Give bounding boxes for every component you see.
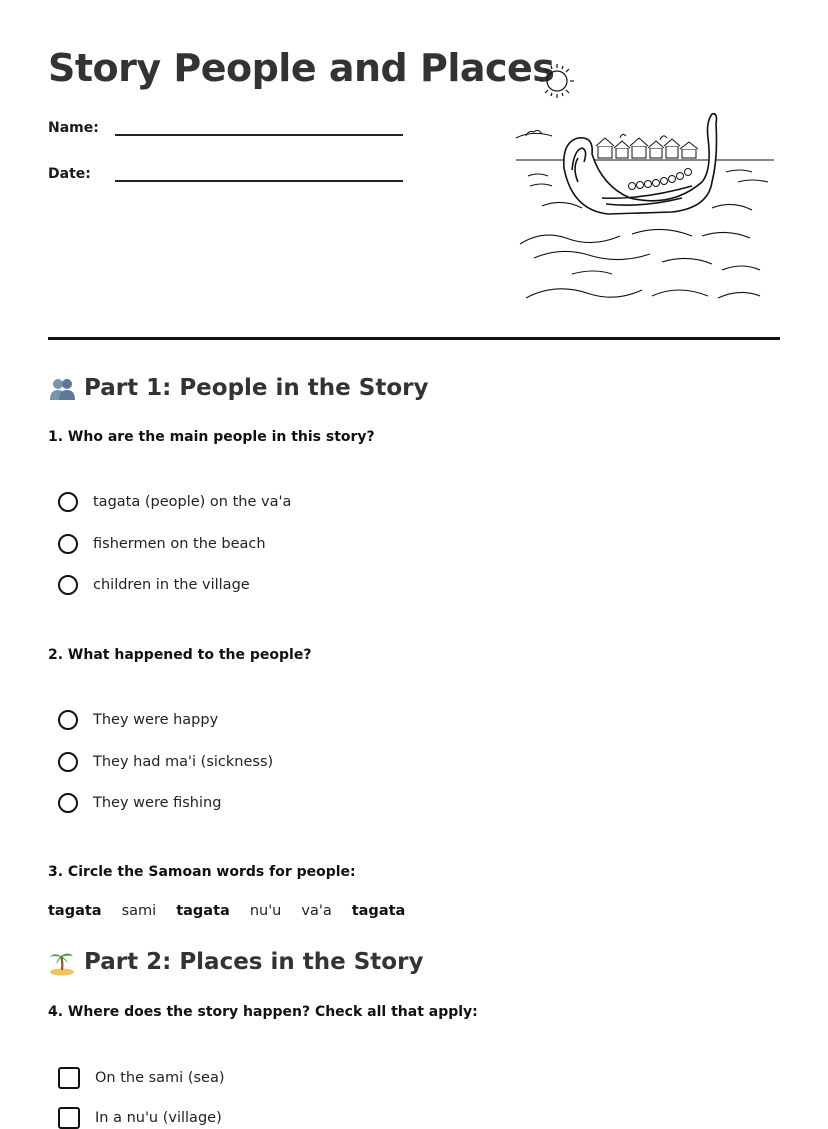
word-option[interactable]: va'a [301,903,332,919]
date-line[interactable] [115,162,403,182]
q1-option-3[interactable] [58,575,250,595]
q2-option-2[interactable] [58,752,273,772]
word-option[interactable]: sami [121,903,157,919]
header-divider [48,337,780,340]
sea-waves [520,170,768,298]
option-label: children in the village [93,577,250,593]
part2-heading [48,948,423,976]
option-label: On the sami (sea) [95,1070,225,1086]
people-icon [48,374,76,402]
date-field[interactable] [48,162,403,182]
part1-title: Part 1: People in the Story [84,375,429,401]
name-line[interactable] [115,116,403,136]
radio-button[interactable] [58,752,78,772]
worksheet-title: Story People and Places [48,46,555,90]
canoe-illustration [512,58,780,310]
radio-button[interactable] [58,534,78,554]
checkbox[interactable] [58,1107,80,1129]
word-option[interactable]: tagata [351,903,406,919]
q2-option-1[interactable] [58,710,218,730]
option-label: tagata (people) on the va'a [93,494,292,510]
question-4: 4. Where does the story happen? Check all that apply: [48,1004,478,1020]
radio-button[interactable] [58,710,78,730]
name-field[interactable] [48,116,403,136]
island-icon [48,948,76,976]
word-option[interactable]: tagata [48,903,102,919]
q1-option-1[interactable] [58,492,291,512]
word-option[interactable]: tagata [176,903,230,919]
question-3: 3. Circle the Samoan words for people: [48,864,356,880]
q1-option-2[interactable] [58,534,266,554]
canoe [564,114,717,214]
word-bank [48,903,405,919]
canoe-passengers [629,169,692,190]
radio-button[interactable] [58,793,78,813]
option-label: They were happy [93,712,219,728]
q4-option-2[interactable] [58,1107,222,1129]
name-label: Name: [48,120,99,136]
part2-title: Part 2: Places in the Story [84,949,424,975]
sun-icon [540,64,574,98]
radio-button[interactable] [58,575,78,595]
q4-option-1[interactable] [58,1067,225,1089]
option-label: They were fishing [93,795,222,811]
option-label: fishermen on the beach [93,536,266,552]
village-houses [596,134,698,158]
part1-heading [48,374,428,402]
q2-option-3[interactable] [58,793,221,813]
question-1: 1. Who are the main people in this story? [48,429,375,445]
date-label: Date: [48,166,91,182]
word-option[interactable]: nu'u [249,903,282,919]
question-2: 2. What happened to the people? [48,647,312,663]
option-label: In a nu'u (village) [95,1110,222,1126]
checkbox[interactable] [58,1067,80,1089]
radio-button[interactable] [58,492,78,512]
option-label: They had ma'i (sickness) [93,754,274,770]
